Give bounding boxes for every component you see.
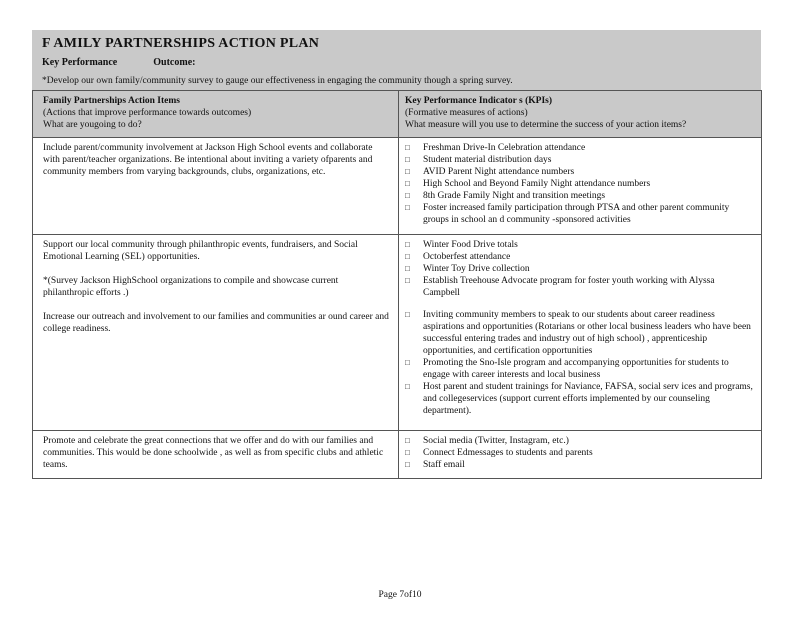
kpi-list — [405, 435, 753, 471]
list-item: □ High School and Beyond Family Night attendance numbers — [405, 178, 753, 190]
kpi-cell — [399, 235, 762, 431]
header-action-items — [33, 91, 399, 138]
list-item: □ Winter Toy Drive collection — [405, 263, 753, 275]
table-row — [33, 431, 762, 479]
header-kpis — [399, 91, 762, 138]
kpi-cell — [399, 431, 762, 479]
header-right-sub2: What measure will you use to determine the success of your action items? — [405, 120, 687, 130]
table-header-row — [33, 91, 762, 138]
list-item: □ Establish Treehouse Advocate program for foster youth working with Alyssa Campbell — [405, 275, 753, 299]
kpi-list — [405, 239, 753, 299]
header-right-title: Key Performance Indicator s (KPIs) — [405, 96, 553, 106]
table-row — [33, 138, 762, 235]
list-item: □ Student material distribution days — [405, 154, 753, 166]
key-performance-label: Key Performance — [42, 57, 118, 68]
key-performance-outcome — [42, 57, 751, 70]
header-left-sub2: What are yougoing to do? — [43, 120, 142, 130]
page-number: Page 7of10 — [378, 590, 422, 600]
header-right-sub1: (Formative measures of actions) — [405, 108, 528, 118]
list-item: □ Octoberfest attendance — [405, 251, 753, 263]
table-row — [33, 235, 762, 431]
list-item: □ Inviting community members to speak to our students about career readiness aspirations and opportunities (Rotarians or other local business leaders who have been successful entering trades and industry out of high school) , apprenticeship opportunities, and certification opportunities — [405, 309, 753, 357]
header-left-title: Family Partnerships Action Items — [43, 96, 180, 106]
action-text: Include parent/community involvement at Jackson High School events and collaborate with parent/teacher organizations. Be intentional about inviting a variety ofparents and community members from varying backgrounds, clubs, organizations, etc. — [43, 143, 373, 177]
action-text: Promote and celebrate the great connections that we offer and do with our families and communities. This would be done schoolwide , as well as from specific clubs and athletic teams. — [43, 436, 384, 470]
action-plan-table — [32, 90, 762, 479]
action-text: Increase our outreach and involvement to our families and communities ar ound career and college readiness. — [43, 312, 389, 334]
list-item: □ Freshman Drive-In Celebration attendance — [405, 142, 753, 154]
action-text: Support our local community through philanthropic events, fundraisers, and Social Emotional Learning (SEL) opportunities. — [43, 240, 358, 262]
list-item: □ 8th Grade Family Night and transition meetings — [405, 190, 753, 202]
kpi-list — [405, 142, 753, 226]
list-item: □ Promoting the Sno-Isle program and accompanying opportunities for students to engage with career interests and local business — [405, 357, 753, 381]
title-banner — [32, 30, 761, 90]
action-cell — [33, 138, 399, 235]
action-plan-document — [32, 30, 761, 479]
action-cell — [33, 431, 399, 479]
page-title: F AMILY PARTNERSHIPS ACTION PLAN — [42, 36, 320, 51]
list-item: □ Connect Edmessages to students and parents — [405, 447, 753, 459]
list-item: □ AVID Parent Night attendance numbers — [405, 166, 753, 178]
kpi-list — [405, 309, 753, 417]
list-item: □ Foster increased family participation through PTSA and other parent community groups in school an d community -sponsored activities — [405, 202, 753, 226]
header-left-sub1: (Actions that improve performance towards outcomes) — [43, 108, 252, 118]
action-text: *(Survey Jackson HighSchool organizations to compile and showcase current philanthropic efforts .) — [43, 276, 339, 298]
list-item: □ Host parent and student trainings for Naviance, FAFSA, social serv ices and programs, and collegeservices (support current efforts implemented by our counseling department). — [405, 381, 753, 417]
action-cell — [33, 235, 399, 431]
kpi-cell — [399, 138, 762, 235]
list-item: □ Winter Food Drive totals — [405, 239, 753, 251]
develop-note: *Develop our own family/community survey to gauge our effectiveness in engaging the community though a spring survey. — [42, 76, 513, 86]
outcome-label: Outcome: — [153, 57, 196, 68]
list-item: □ Social media (Twitter, Instagram, etc.) — [405, 435, 753, 447]
list-item: □ Staff email — [405, 459, 753, 471]
